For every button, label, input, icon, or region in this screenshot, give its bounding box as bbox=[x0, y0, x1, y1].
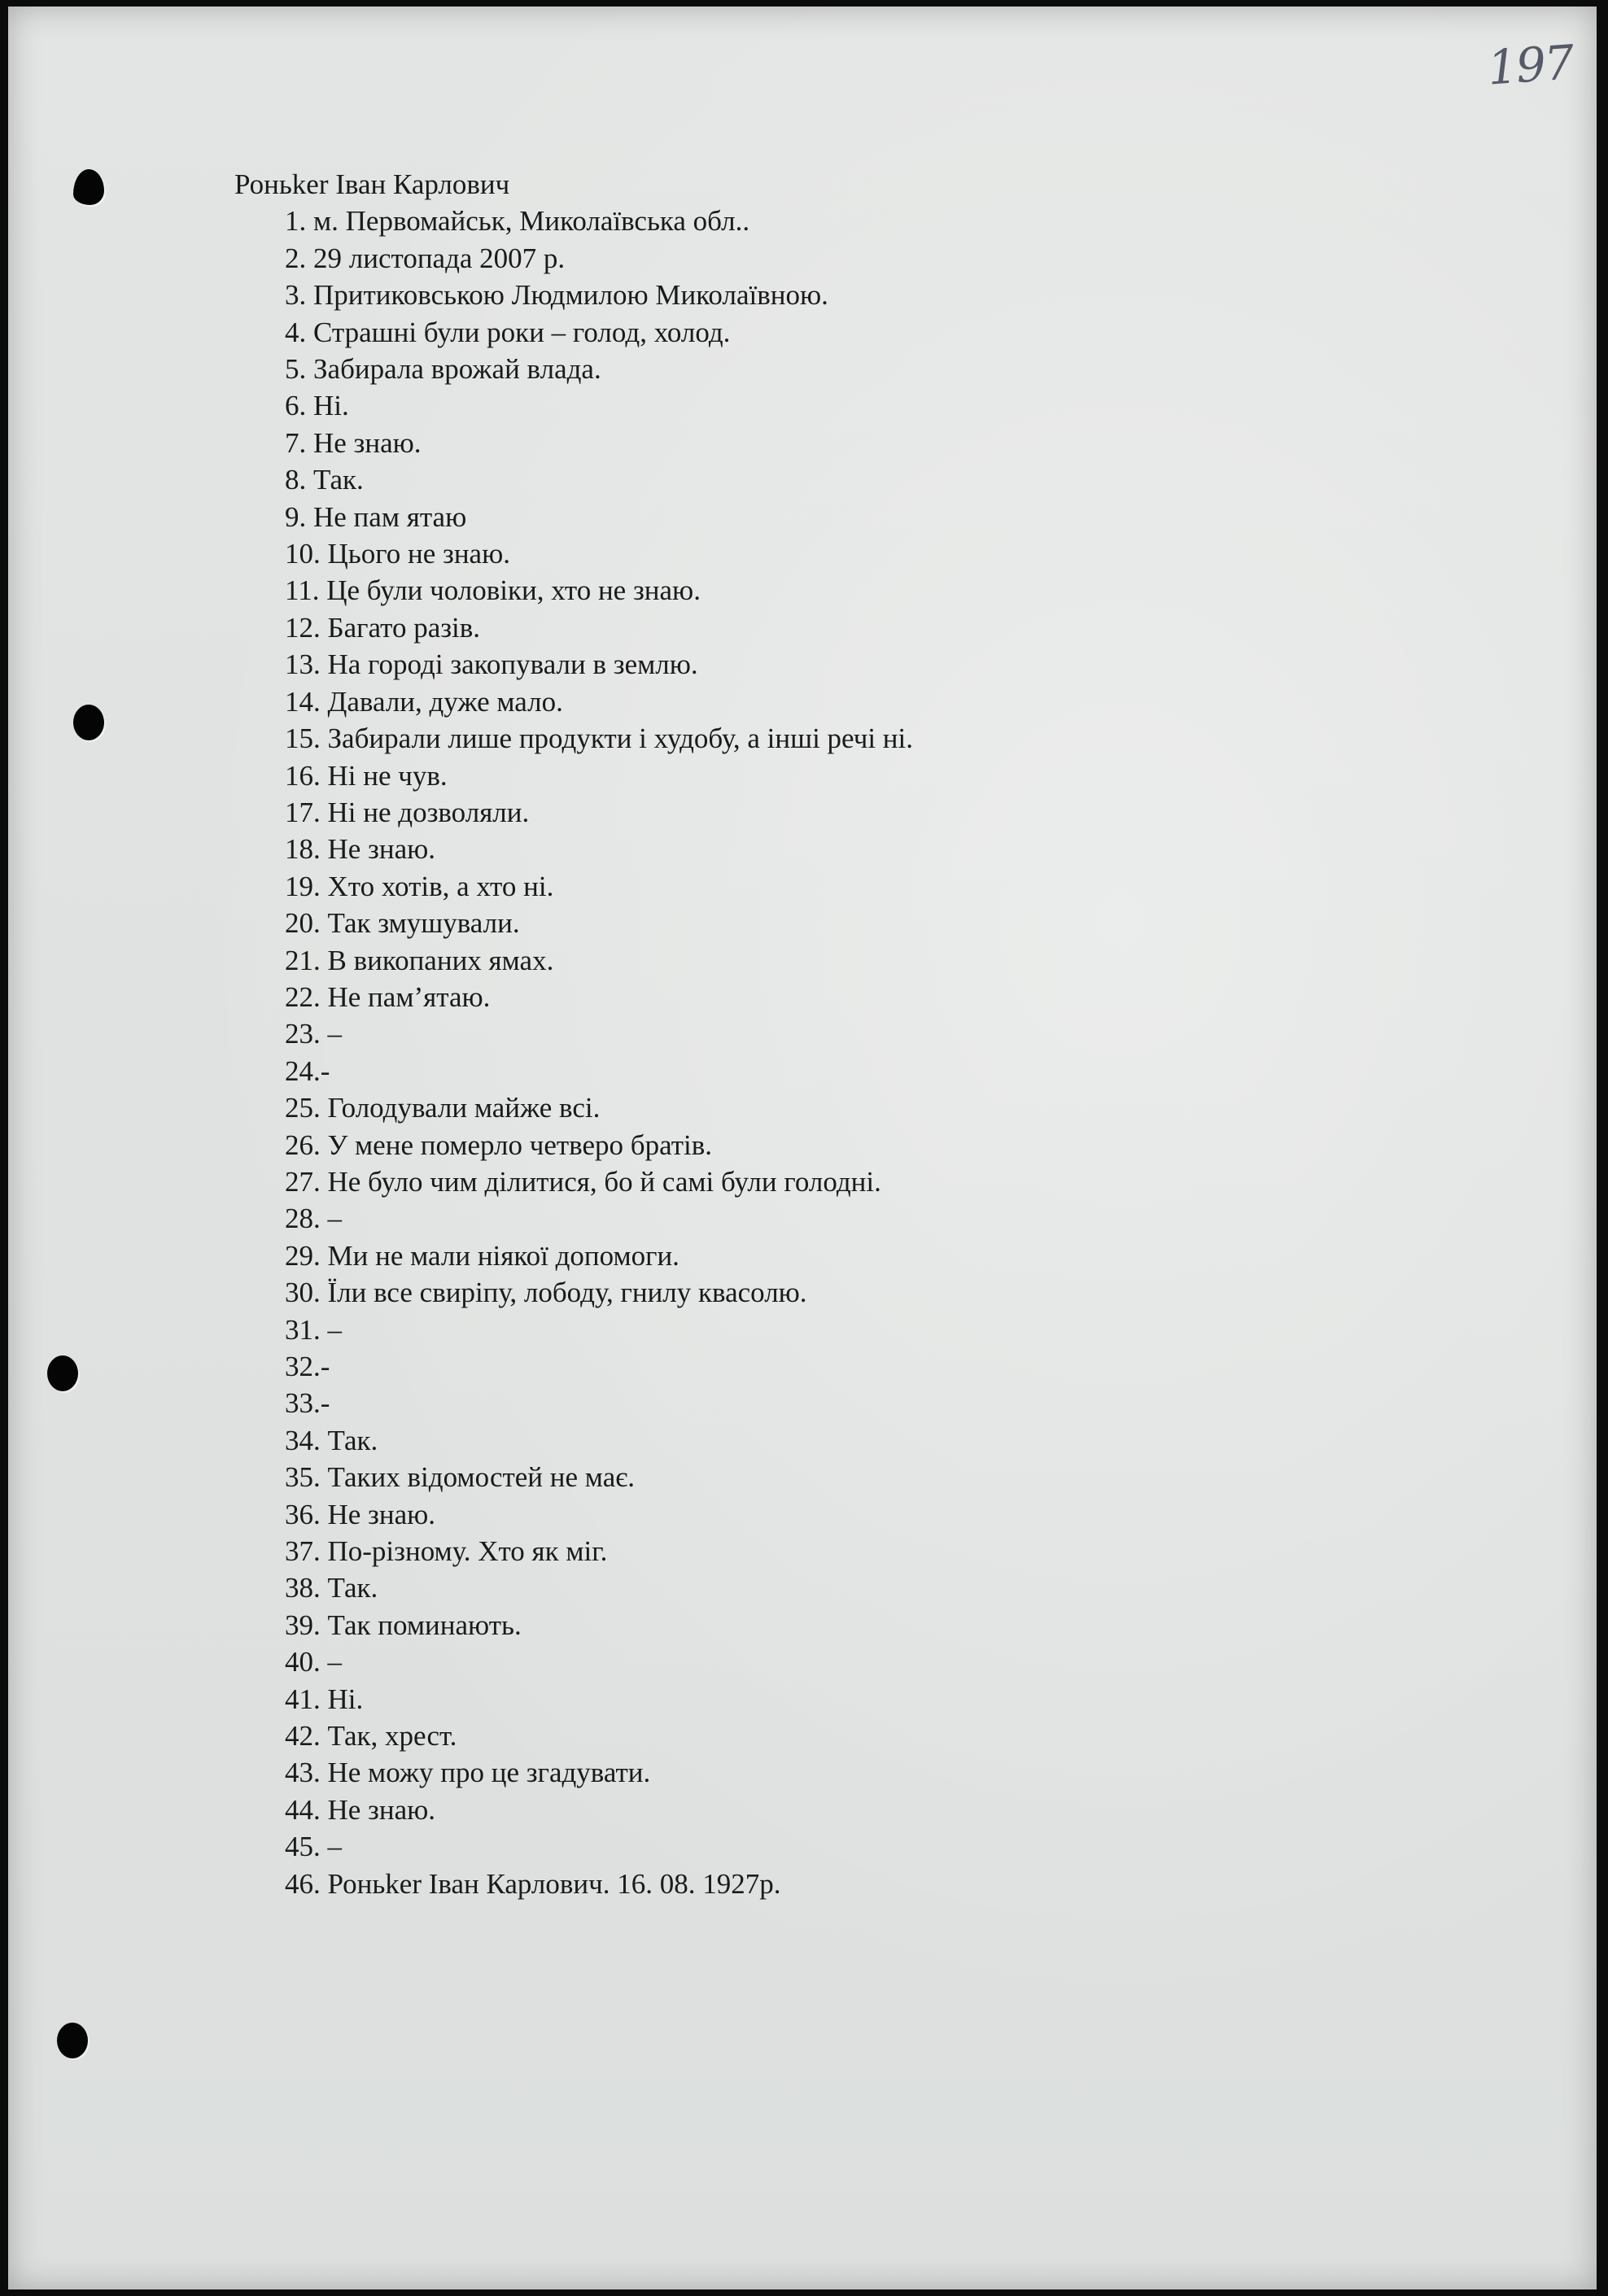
answer-item: 24.- bbox=[285, 1054, 330, 1087]
answer-item: 27. Не було чим ділитися, бо й самі були голодні. bbox=[285, 1165, 881, 1198]
answer-item: 42. Так, хрест. bbox=[285, 1720, 457, 1753]
answer-item: 37. По-різному. Хто як міг. bbox=[285, 1535, 608, 1568]
answer-item: 31. – bbox=[285, 1313, 342, 1346]
answer-item: 9. Не пам ятаю bbox=[285, 500, 467, 533]
answer-item: 1. м. Первомайськ, Миколаївська обл.. bbox=[285, 205, 750, 238]
answer-item: 28. – bbox=[285, 1203, 342, 1235]
answer-item: 16. Ні не чув. bbox=[285, 759, 448, 792]
answer-item: 13. На городі закопували в землю. bbox=[285, 648, 698, 681]
answer-item: 17. Ні не дозволяли. bbox=[285, 796, 530, 828]
document-page bbox=[8, 7, 1597, 2289]
answer-item: 5. Забирала врожай влада. bbox=[285, 353, 601, 386]
answer-item: 29. Ми не мали ніякої допомоги. bbox=[285, 1239, 679, 1272]
answer-item: 38. Так. bbox=[285, 1572, 378, 1604]
answer-item: 46. Роньker Іван Карлович. 16. 08. 1927р. bbox=[285, 1867, 781, 1900]
answer-item: 43. Не можу про це згадувати. bbox=[285, 1757, 651, 1789]
answer-item: 33.- bbox=[285, 1387, 330, 1420]
answer-item: 4. Страшні були роки – голод, холод. bbox=[285, 316, 731, 348]
answer-item: 22. Не пам’ятаю. bbox=[285, 980, 491, 1013]
answer-item: 18. Не знаю. bbox=[285, 833, 436, 866]
answer-item: 3. Притиковською Людмилою Миколаївною. bbox=[285, 279, 828, 312]
answer-item: 23. – bbox=[285, 1018, 342, 1050]
answer-item: 8. Так. bbox=[285, 464, 364, 496]
answer-item: 20. Так змушували. bbox=[285, 907, 520, 940]
answer-item: 2. 29 листопада 2007 р. bbox=[285, 242, 566, 274]
answer-list bbox=[234, 203, 913, 1902]
page-number: 197 bbox=[1485, 34, 1575, 96]
answer-item: 7. Не знаю. bbox=[285, 426, 422, 459]
answer-item: 45. – bbox=[285, 1831, 342, 1863]
answer-item: 41. Ні. bbox=[285, 1683, 364, 1715]
answer-item: 36. Не знаю. bbox=[285, 1498, 436, 1530]
answer-item: 44. Не знаю. bbox=[285, 1793, 436, 1826]
punch-hole bbox=[57, 2023, 88, 2058]
answer-item: 21. В викопаних ямах. bbox=[285, 944, 554, 976]
answer-item: 10. Цього не знаю. bbox=[285, 538, 510, 570]
answer-item: 30. Їли все свиріпу, лободу, гнилу квасолю. bbox=[285, 1277, 807, 1309]
answer-item: 26. У мене померло четверо братів. bbox=[285, 1128, 712, 1161]
answer-item: 11. Це були чоловіки, хто не знаю. bbox=[285, 574, 701, 607]
answer-item: 6. Ні. bbox=[285, 390, 349, 422]
document-title: Роньker Іван Карлович bbox=[234, 168, 510, 200]
answer-item: 25. Голодували майже всі. bbox=[285, 1092, 601, 1124]
document-body bbox=[234, 166, 913, 1902]
answer-item: 12. Багато разів. bbox=[285, 611, 481, 644]
punch-hole bbox=[47, 1355, 78, 1391]
answer-item: 39. Так поминають. bbox=[285, 1609, 522, 1641]
answer-item: 14. Давали, дуже мало. bbox=[285, 685, 563, 718]
answer-item: 40. – bbox=[285, 1646, 342, 1678]
punch-hole bbox=[73, 705, 104, 740]
answer-item: 34. Так. bbox=[285, 1424, 378, 1456]
punch-hole bbox=[73, 169, 104, 205]
answer-item: 15. Забирали лише продукти і худобу, а інші речі ні. bbox=[285, 722, 913, 755]
answer-item: 19. Хто хотів, а хто ні. bbox=[285, 870, 554, 902]
answer-item: 35. Таких відомостей не має. bbox=[285, 1461, 636, 1494]
answer-item: 32.- bbox=[285, 1351, 330, 1382]
